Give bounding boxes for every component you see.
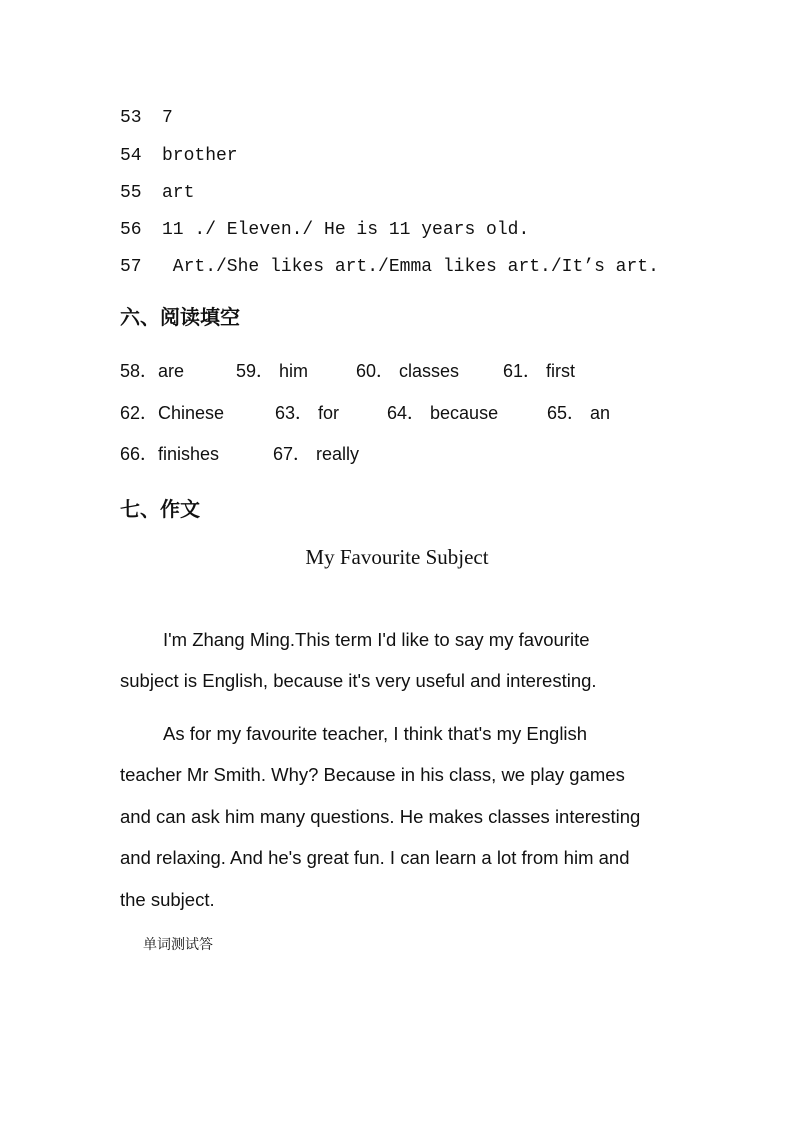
answer-text: 7 — [162, 108, 173, 128]
answer-number: 56 — [120, 220, 142, 240]
answer-text: 11 ./ Eleven./ He is 11 years old. — [162, 220, 530, 240]
essay-line: and can ask him many questions. He makes classes interesting — [120, 806, 641, 827]
answer-number: 55 — [120, 183, 142, 203]
answer-line — [120, 220, 529, 240]
essay-line: and relaxing. And he's great fun. I can learn a lot from him and — [120, 847, 630, 868]
answer-number: 57 — [120, 257, 142, 277]
answer-text: Art./She likes art./Emma likes art./It’s art. — [162, 257, 659, 277]
fill-answer: 58．are — [120, 361, 185, 381]
essay-line: As for my favourite teacher, I think that's my English — [163, 723, 588, 744]
fill-answer: 67． really — [273, 444, 360, 464]
answer-line — [120, 146, 238, 166]
answer-line — [120, 183, 194, 203]
essay-title: My Favourite Subject — [305, 545, 489, 569]
answer-line — [120, 108, 173, 128]
fill-answer: 61． first — [503, 361, 576, 381]
fill-answer: 62．Chinese — [120, 403, 225, 423]
essay-line: teacher Mr Smith. Why? Because in his class, we play games — [120, 764, 625, 785]
fill-answer: 59． him — [236, 361, 309, 381]
fill-answer: 66．finishes — [120, 444, 220, 464]
answer-text: brother — [162, 146, 238, 166]
fill-answer: 65． an — [547, 403, 611, 423]
answer-number: 54 — [120, 146, 142, 166]
footer-note: 单词测试答 — [143, 937, 213, 953]
answer-number: 53 — [120, 108, 142, 128]
essay-line: subject is English, because it's very useful and interesting. — [120, 670, 597, 691]
section-heading-composition: 七、作文 — [120, 497, 200, 521]
section-heading-reading-fill: 六、阅读填空 — [120, 305, 240, 329]
essay-line: I'm Zhang Ming.This term I'd like to say my favourite — [163, 629, 590, 650]
fill-answer: 60． classes — [356, 361, 460, 381]
answer-line — [120, 257, 659, 277]
fill-answer: 64． because — [387, 403, 499, 423]
answer-text: art — [162, 183, 195, 203]
essay-line: the subject. — [120, 889, 215, 910]
fill-answer: 63． for — [275, 403, 340, 423]
